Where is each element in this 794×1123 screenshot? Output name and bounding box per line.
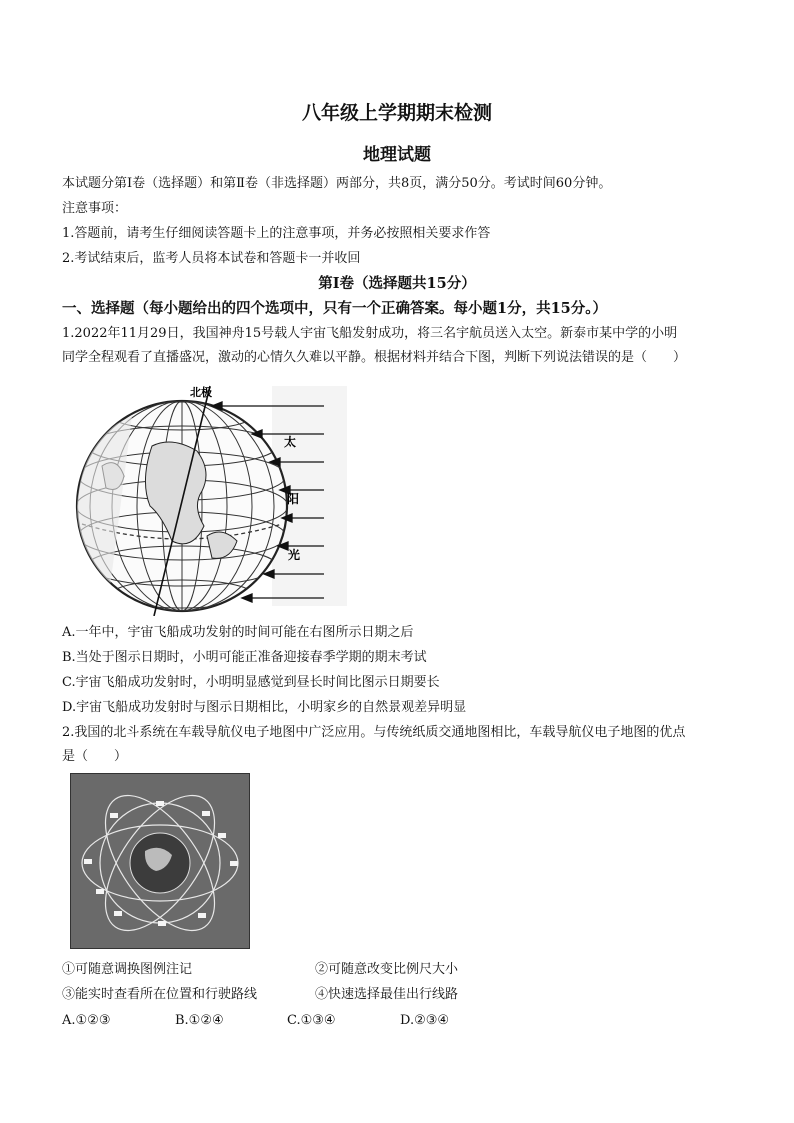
- q2-option-c: C.①③④: [287, 1013, 336, 1028]
- intro-description: 本试题分第Ⅰ卷（选择题）和第Ⅱ卷（非选择题）两部分，共8页，满分50分。考试时间60分钟。: [62, 176, 612, 191]
- sunlight-label-3: 光: [288, 548, 301, 562]
- part-heading: 一、选择题（每小题给出的四个选项中，只有一个正确答案。每小题1分，共15分。）: [62, 300, 608, 317]
- note-2: 2.考试结束后，监考人员将本试卷和答题卡一并收回: [62, 251, 361, 266]
- section-heading: 第Ⅰ卷（选择题共15分）: [318, 275, 476, 292]
- q1-stem-line-2: 同学全程观看了直播盛况，激动的心情久久难以平静。根据材料并结合下图，判断下列说法错误的是（ ）: [62, 350, 687, 365]
- notes-title: 注意事项：: [62, 201, 128, 216]
- page-title: 八年级上学期期末检测: [301, 102, 492, 124]
- sunlight-label-2: 阳: [287, 492, 300, 506]
- q1-option-a: A.一年中，宇宙飞船成功发射的时间可能在右图所示日期之后: [62, 625, 414, 640]
- note-1: 1.答题前，请考生仔细阅读答题卡上的注意事项，并务必按照相关要求作答: [62, 226, 491, 241]
- q1-option-d: D.宇宙飞船成功发射时与图示日期相比，小明家乡的自然景观差异明显: [62, 700, 467, 715]
- q2-option-d: D.②③④: [400, 1013, 450, 1028]
- q2-stem-line-2: 是（ ）: [62, 749, 128, 764]
- q2-item-3: ③能实时查看所在位置和行驶路线: [62, 987, 258, 1002]
- q1-stem-line-1: 1.2022年11月29日，我国神舟15号载人宇宙飞船发射成功，将三名宇航员送入太空。新泰市某中学的小明: [62, 326, 678, 341]
- north-pole-label: 北极: [190, 386, 212, 399]
- beidou-satellite-figure: [70, 773, 250, 949]
- q2-item-2: ②可随意改变比例尺大小: [315, 962, 459, 977]
- q2-item-4: ④快速选择最佳出行线路: [315, 987, 459, 1002]
- globe-sunlight-figure: [62, 376, 352, 616]
- page-subtitle: 地理试题: [363, 145, 431, 165]
- q2-item-1: ①可随意调换图例注记: [62, 962, 193, 977]
- q2-option-a: A.①②③: [62, 1013, 111, 1028]
- q1-option-c: C.宇宙飞船成功发射时，小明明显感觉到昼长时间比图示日期要长: [62, 675, 440, 690]
- q2-stem-line-1: 2.我国的北斗系统在车载导航仪电子地图中广泛应用。与传统纸质交通地图相比，车载导航仪电子地图的优点: [62, 725, 686, 740]
- q2-option-b: B.①②④: [175, 1013, 224, 1028]
- q1-option-b: B.当处于图示日期时，小明可能正准备迎接春季学期的期末考试: [62, 650, 427, 665]
- sunlight-label-1: 太: [284, 435, 297, 449]
